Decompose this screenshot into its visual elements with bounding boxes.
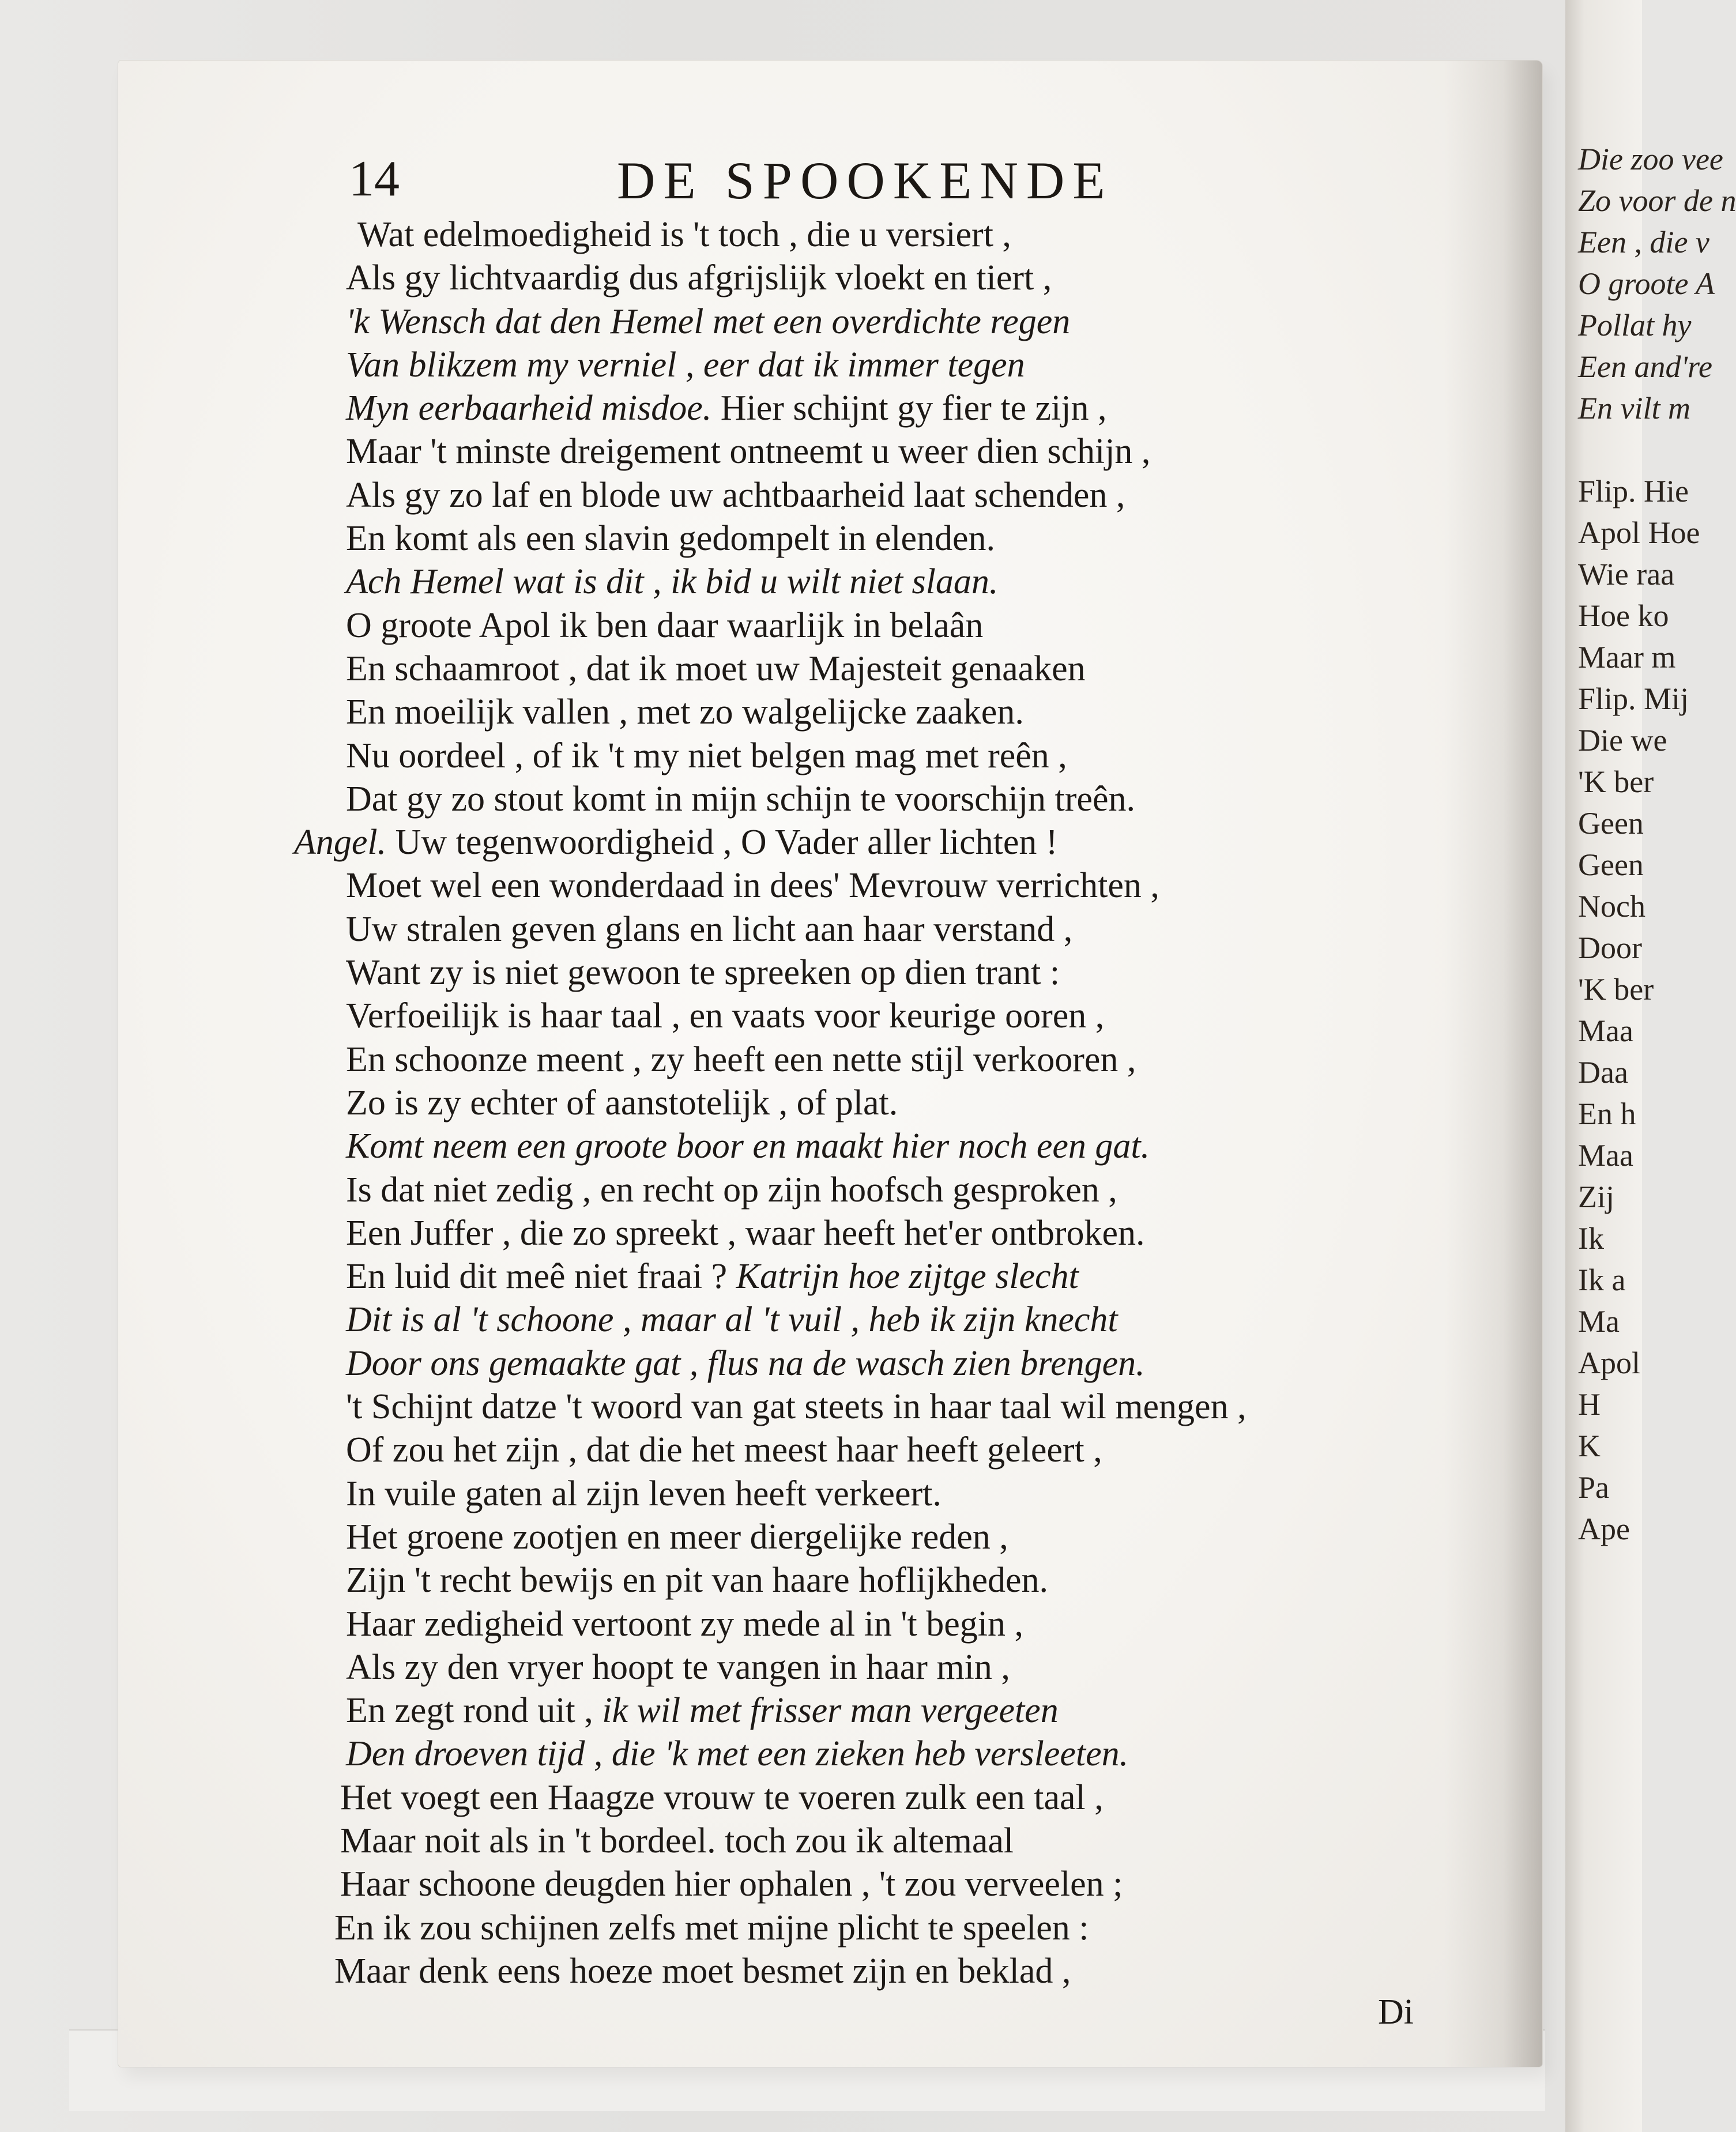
verse-line-text: O groote Apol ik ben daar waarlijk in belaân (346, 605, 984, 645)
facing-page-line: Geen (1578, 806, 1644, 841)
verse-line (340, 1776, 1430, 1820)
verse-line-text: Dat gy zo stout komt in mijn schijn te voorschijn treên. (346, 779, 1135, 819)
verse-line-text: Zijn 't recht bewijs en pit van haare hoflijkheden. (346, 1561, 1049, 1600)
verse-line (346, 1082, 1430, 1125)
facing-page-line: Apol (1578, 1346, 1640, 1380)
facing-page-line: Pa (1578, 1470, 1609, 1505)
verse-line (357, 213, 1430, 257)
verse-line (346, 908, 1430, 951)
verse-line-text: En schoonze meent , zy heeft een nette stijl verkooren , (346, 1039, 1136, 1079)
facing-page-line: Ma (1578, 1304, 1620, 1339)
facing-page-line: Maa (1578, 1138, 1633, 1173)
facing-page-line: H (1578, 1387, 1601, 1422)
facing-page-line: Ape (1578, 1512, 1630, 1546)
verse-line-text: Want zy is niet gewoon te spreeken op dien trant : (346, 953, 1060, 993)
facing-page-line: 'K ber (1578, 972, 1654, 1007)
verse-line-tail: Hier schijnt gy fier te zijn , (711, 389, 1107, 428)
facing-page-line: Daa (1578, 1055, 1628, 1090)
facing-page-line: Geen (1578, 847, 1644, 882)
facing-page-line: Door (1578, 931, 1642, 965)
verse-line (334, 1950, 1430, 1993)
facing-page-line: Ik a (1578, 1263, 1626, 1297)
verse-line-text: Als zy den vryer hoopt te vangen in haar min , (346, 1647, 1010, 1687)
verse-line-text: Ach Hemel wat is dit , ik bid u wilt niet slaan. (346, 562, 999, 602)
facing-page-line: Flip. Mij (1578, 681, 1689, 716)
verse-line (346, 995, 1430, 1038)
facing-page-line: Apol Hoe (1578, 515, 1700, 550)
verse-line (346, 1732, 1430, 1776)
verse-line (346, 734, 1430, 778)
facing-page-line: K (1578, 1429, 1601, 1463)
verse-line-text: En ik zou schijnen zelfs met mijne plicht te speelen : (334, 1908, 1089, 1948)
catchword: Di (1378, 1992, 1414, 2032)
verse-line (346, 1516, 1430, 1559)
facing-page-line: Een and're (1578, 349, 1712, 384)
verse-line (346, 474, 1430, 517)
verse-line-text: Haar zedigheid vertoont zy mede al in 't begin , (346, 1604, 1023, 1644)
verse-line-text: Maar noit als in 't bordeel. toch zou ik altemaal (340, 1821, 1014, 1860)
facing-page-text (1578, 138, 1736, 1550)
verse-line (340, 1863, 1430, 1906)
verse-line-text: Verfoeilijk is haar taal , en vaats voor keurige ooren , (346, 996, 1105, 1036)
verse-line-tail: Katrijn hoe zijtge slecht (727, 1257, 1079, 1297)
verse-line (346, 1385, 1430, 1429)
verse-line-text: 'k Wensch dat den Hemel met een overdichte regen (346, 302, 1071, 341)
verse-line-text: Uw tegenwoordigheid , O Vader aller lichten ! (386, 823, 1058, 862)
verse-line-text: Of zou het zijn , dat die het meest haar heeft geleert , (346, 1430, 1102, 1470)
verse-line (346, 560, 1430, 604)
page-number: 14 (349, 151, 400, 207)
facing-page (1565, 0, 1736, 2132)
verse-line (346, 1603, 1430, 1646)
verse-line-tail: ik wil met frisser man vergeeten (593, 1691, 1059, 1731)
verse-line (346, 604, 1430, 647)
facing-page-line: En h (1578, 1097, 1636, 1131)
facing-page-line: Maar m (1578, 640, 1676, 675)
facing-page-line: Zij (1578, 1180, 1614, 1214)
book-page (118, 61, 1542, 2067)
facing-page-line: Wie raa (1578, 557, 1675, 592)
facing-page-line: 'K ber (1578, 764, 1654, 799)
verse-line (346, 1472, 1430, 1516)
verse-line (346, 517, 1430, 560)
verse-line-text: Het voegt een Haagze vrouw te voeren zulk een taal , (340, 1777, 1104, 1817)
verse-text-block (294, 213, 1430, 1993)
verse-line (346, 1212, 1430, 1255)
facing-page-line: En vilt m (1578, 391, 1690, 425)
verse-line-text: Den droeven tijd , die 'k met een zieken heb versleeten. (346, 1734, 1129, 1774)
verse-line-text: Als gy lichtvaardig dus afgrijslijk vloekt en tiert , (346, 258, 1052, 298)
speaker-name: Angel. (294, 823, 387, 862)
verse-line-text: Nu oordeel , of ik 't my niet belgen mag met reên , (346, 736, 1067, 775)
verse-line-text: In vuile gaten al zijn leven heeft verkeert. (346, 1474, 942, 1513)
verse-line (346, 1689, 1430, 1732)
verse-line-text: Uw stralen geven glans en licht aan haar verstand , (346, 909, 1073, 949)
verse-line-text: Is dat niet zedig , en recht op zijn hoofsch gesproken , (346, 1170, 1117, 1210)
verse-line (334, 1907, 1430, 1950)
verse-line (346, 864, 1430, 907)
verse-line-text: Maar denk eens hoeze moet besmet zijn en beklad , (334, 1951, 1071, 1991)
verse-line-text: En schaamroot , dat ik moet uw Majesteit genaaken (346, 649, 1086, 688)
facing-page-line: Maa (1578, 1014, 1633, 1048)
facing-page-line: Pollat hy (1578, 308, 1692, 342)
verse-line (346, 300, 1430, 344)
verse-line-text: Myn eerbaarheid misdoe. (346, 389, 712, 428)
verse-line (346, 1038, 1430, 1082)
verse-line (346, 257, 1430, 300)
verse-line-text: Dit is al 't schoone , maar al 't vuil , heb ik zijn knecht (346, 1300, 1118, 1340)
verse-line (346, 951, 1430, 995)
verse-line-text: Het groene zootjen en meer diergelijke reden , (346, 1517, 1008, 1557)
facing-page-line: Die we (1578, 723, 1667, 758)
verse-line (346, 1169, 1430, 1212)
facing-page-line: Flip. Hie (1578, 474, 1689, 508)
verse-line-text: Van blikzem my verniel , eer dat ik immer tegen (346, 345, 1025, 385)
verse-line-text: En luid dit meê niet fraai ? (346, 1257, 728, 1297)
gutter-shadow (1444, 61, 1542, 2067)
verse-line-text: Wat edelmoedigheid is 't toch , die u versiert , (357, 215, 1011, 254)
running-head (118, 150, 1542, 213)
verse-line-text: 't Schijnt datze 't woord van gat steets in haar taal wil mengen , (346, 1387, 1247, 1427)
verse-line-text: Zo is zy echter of aanstotelijk , of plat. (346, 1083, 898, 1122)
verse-line (346, 1298, 1430, 1342)
facing-page-line: Noch (1578, 889, 1645, 924)
verse-line (294, 821, 1430, 864)
facing-page-line: Ik (1578, 1221, 1604, 1256)
facing-page-line: Hoe ko (1578, 598, 1669, 633)
verse-line (346, 1646, 1430, 1689)
facing-page-line: Die zoo vee (1578, 142, 1723, 176)
verse-line-text: Door ons gemaakte gat , flus na de wasch zien brengen. (346, 1343, 1145, 1383)
verse-line-text: Moet wel een wonderdaad in dees' Mevrouw verrichten , (346, 866, 1159, 906)
running-title: DE SPOOKENDE (617, 151, 1113, 210)
verse-line (346, 430, 1430, 473)
verse-line-text: Komt neem een groote boor en maakt hier noch een gat. (346, 1127, 1150, 1166)
verse-line (346, 344, 1430, 387)
verse-line (346, 647, 1430, 691)
facing-page-line (1578, 429, 1736, 470)
verse-line (346, 778, 1430, 821)
verse-line-text: Een Juffer , die zo spreekt , waar heeft het'er ontbroken. (346, 1213, 1145, 1253)
verse-line (346, 1125, 1430, 1168)
verse-line (340, 1820, 1430, 1863)
verse-line-text: Maar 't minste dreigement ontneemt u weer dien schijn , (346, 432, 1151, 472)
verse-line (346, 1342, 1430, 1385)
verse-line-text: En komt als een slavin gedompelt in elenden. (346, 519, 996, 559)
facing-page-line: O groote A (1578, 266, 1715, 301)
verse-line (346, 691, 1430, 734)
verse-line-text: Haar schoone deugden hier ophalen , 't zou verveelen ; (340, 1864, 1123, 1904)
verse-line (346, 387, 1430, 430)
verse-line-text: En moeilijk vallen , met zo walgelijcke zaaken. (346, 692, 1024, 732)
facing-page-line: Zo voor de n (1578, 183, 1736, 218)
verse-line-text: En zegt rond uit , (346, 1691, 593, 1731)
verse-line (346, 1255, 1430, 1298)
verse-line (346, 1429, 1430, 1472)
verse-line-text: Als gy zo laf en blode uw achtbaarheid laat schenden , (346, 475, 1125, 515)
facing-page-line: Een , die v (1578, 225, 1709, 259)
verse-line (346, 1559, 1430, 1602)
